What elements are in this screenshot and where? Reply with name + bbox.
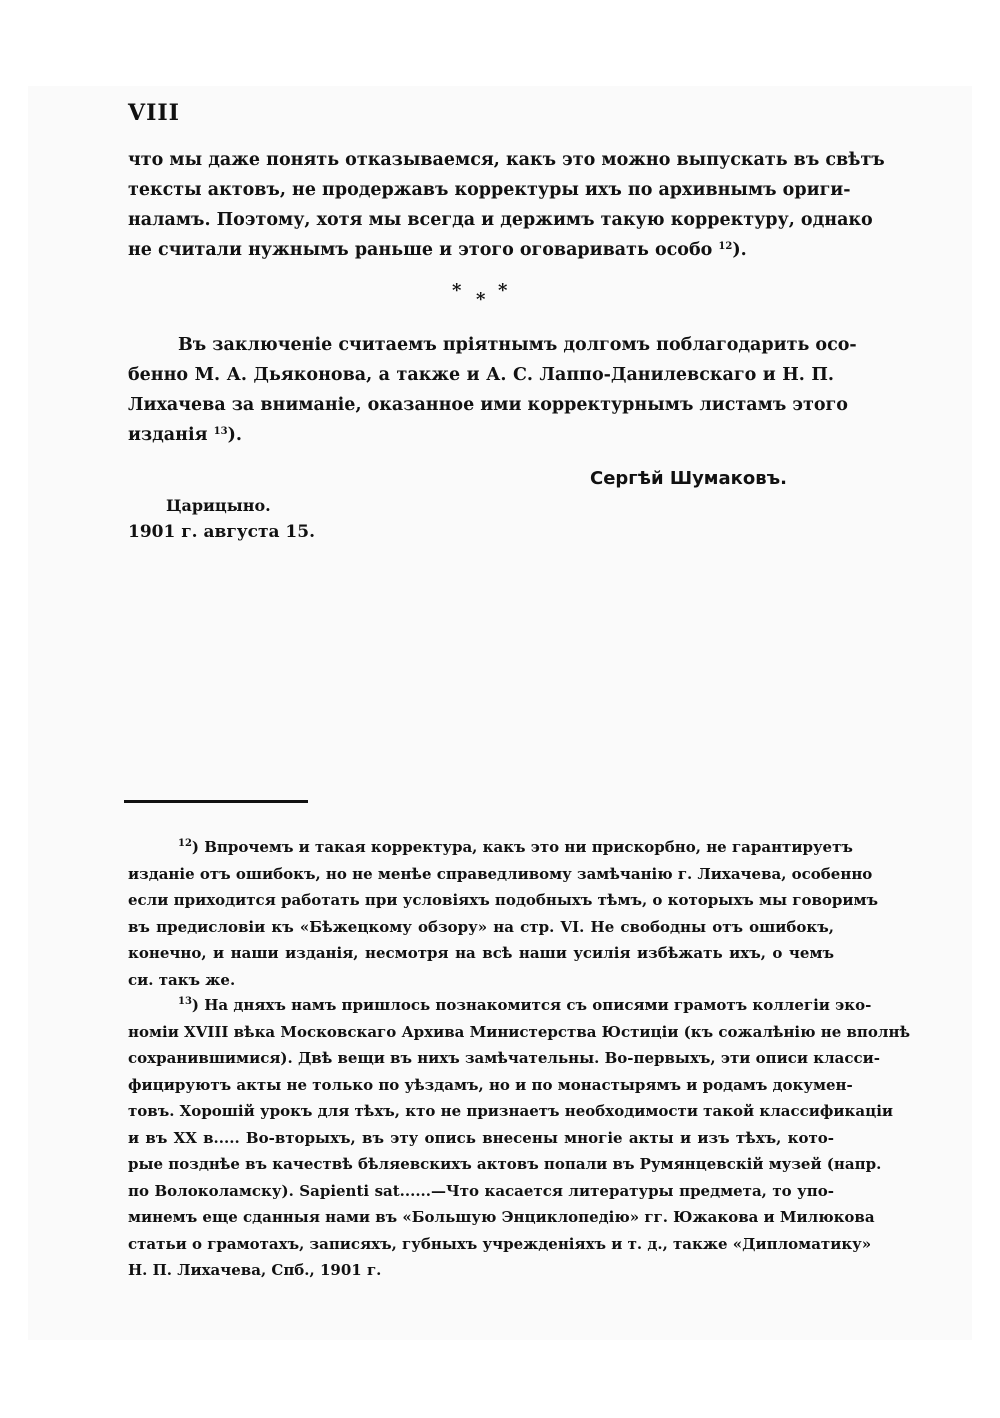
footnote-ref-13: 13 xyxy=(213,426,228,437)
page-number: VIII xyxy=(128,100,180,126)
footnote-line: статьи о грамотахъ, записяхъ, губныхъ учрежденіяхъ и т. д., также «Дипломатику» xyxy=(128,1234,872,1253)
star: * xyxy=(498,280,508,301)
text-line: Въ заключеніе считаемъ пріятнымъ долгомъ поблагодарить осо- xyxy=(178,335,857,355)
acknowledgement-paragraph xyxy=(128,330,857,450)
footnote-line: въ предисловіи къ «Бѣжецкому обзору» на стр. VI. Не свободны отъ ошибокъ, xyxy=(128,917,834,936)
place-of-writing: Царицыно. xyxy=(166,496,271,515)
text-line: бенно М. А. Дьяконова, а также и А. С. Лаппо-Данилевскаго и Н. П. xyxy=(128,365,834,385)
footnote-text: ) Впрочемъ и такая корректура, какъ это ни прискорбно, не гарантируетъ xyxy=(191,838,853,856)
footnote-line: номіи XVIII вѣка Московскаго Архива Министерства Юстиціи (къ сожалѣнію не вполнѣ xyxy=(128,1022,910,1041)
footnote-marker: 12 xyxy=(178,838,192,849)
star: * xyxy=(476,289,486,310)
footnote-12 xyxy=(128,834,879,993)
footnote-line: и въ XX в..... Во-вторыхъ, въ эту опись внесены многіе акты и изъ тѣхъ, кото- xyxy=(128,1128,834,1147)
footnote-line: сохранившимися). Двѣ вещи въ нихъ замѣчательны. Во-первыхъ, эти описи класси- xyxy=(128,1049,880,1067)
footnote-line xyxy=(128,992,872,1019)
author-signature: Сергѣй Шумаковъ. xyxy=(590,468,787,489)
footnote-line: минемъ еще сданныя нами въ «Большую Энциклопедію» гг. Южакова и Милюкова xyxy=(128,1208,875,1226)
text-line-end: ). xyxy=(732,240,747,260)
text-line: тексты актовъ, не продержавъ корректуры ихъ по архивнымъ ориги- xyxy=(128,180,851,200)
footnote-line xyxy=(128,834,853,861)
footnote-line: фицируютъ акты не только по уѣздамъ, но и по монастырямъ и родамъ докумен- xyxy=(128,1075,853,1094)
footnote-separator xyxy=(124,800,308,803)
text-line-content: не считали нужнымъ раньше и этого оговаривать особо xyxy=(128,240,713,260)
text-line: Лихачева за вниманіе, оказанное ими корректурнымъ листамъ этого xyxy=(128,395,848,415)
text-line: наламъ. Поэтому, хотя мы всегда и держимъ такую корректуру, однако xyxy=(128,210,873,230)
footnote-line: рые позднѣе въ качествѣ бѣляевскихъ актовъ попали въ Румянцевскій музей (напр. xyxy=(128,1155,882,1173)
footnote-line: конечно, и наши изданія, несмотря на всѣ наши усилія избѣжать ихъ, о чемъ xyxy=(128,944,834,962)
text-line xyxy=(128,235,834,265)
asterism-divider xyxy=(452,280,512,310)
text-line-end: ). xyxy=(227,425,242,445)
footnote-line: си. такъ же. xyxy=(128,970,236,989)
footnote-line: изданіе отъ ошибокъ, но не менѣе справедливому замѣчанію г. Лихачева, особенно xyxy=(128,864,873,883)
footnote-13 xyxy=(128,992,910,1284)
footnote-ref-12: 12 xyxy=(718,241,733,252)
closing-paragraph xyxy=(128,145,885,265)
text-line-content: изданія xyxy=(128,425,208,445)
text-line: что мы даже понять отказываемся, какъ это можно выпускать въ свѣтъ xyxy=(128,150,885,170)
footnote-line: Н. П. Лихачева, Спб., 1901 г. xyxy=(128,1261,382,1279)
footnote-text: ) На дняхъ намъ пришлось познакомится съ описями грамотъ коллегіи эко- xyxy=(191,996,872,1014)
footnote-marker: 13 xyxy=(178,996,192,1007)
star: * xyxy=(452,280,462,301)
date-of-writing: 1901 г. августа 15. xyxy=(128,522,316,542)
footnote-line: товъ. Хорошій урокъ для тѣхъ, кто не признаетъ необходимости такой классификаціи xyxy=(128,1102,894,1120)
footnote-line: по Волоколамску). Sapienti sat......—Что касается литературы предмета, то упо- xyxy=(128,1181,834,1200)
text-line xyxy=(128,420,834,450)
footnote-line: если приходится работать при условіяхъ подобныхъ тѣмъ, о которыхъ мы говоримъ xyxy=(128,891,879,909)
